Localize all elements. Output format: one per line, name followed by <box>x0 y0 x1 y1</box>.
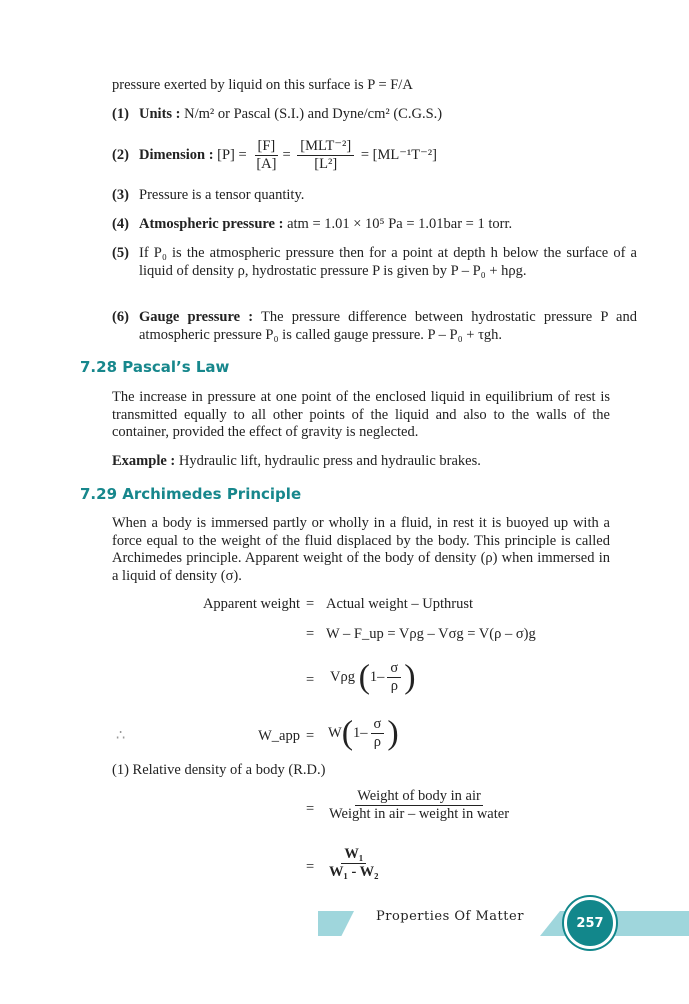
denominator: W₁ - W₂ <box>329 864 379 880</box>
fraction-rd <box>326 788 512 823</box>
fraction-f-a <box>253 138 279 173</box>
one-minus: 1– <box>353 724 368 741</box>
page-number-badge: 257 <box>564 897 616 949</box>
fraction-mlt <box>297 138 354 173</box>
eq-rhs: Actual weight – Upthrust <box>326 596 473 612</box>
item-text: If P₀ is the atmospheric pressure then for a point at depth h below the surface of a liquid of density ρ, hydrostatic pressure P is given by P – P₀ + hρg. <box>139 245 637 279</box>
fraction-sigma-rho <box>371 716 385 751</box>
item-label: Atmospheric pressure : <box>139 216 284 232</box>
item-tensor <box>112 187 610 205</box>
item-text: The pressure difference between hydrostatic pressure P and atmospheric pressure P₀ is called gauge pressure. P – P₀ + τgh. <box>139 309 637 343</box>
left-paren: ( <box>341 714 354 752</box>
numerator: σ <box>387 660 401 678</box>
item-number: (3) <box>112 187 129 203</box>
pascal-paragraph: The increase in pressure at one point of the enclosed liquid in equilibrium of rest is transmitted equally to all other points of the liquid and also to the walls of the container, provided the effect of gravity is neglected. <box>112 389 610 440</box>
numerator: σ <box>371 716 385 734</box>
item-text: Pressure is a tensor quantity. <box>139 187 305 203</box>
numerator: [MLT⁻²] <box>297 138 354 156</box>
eq-rhs <box>326 788 512 823</box>
fraction-sigma-rho <box>387 660 401 695</box>
left-paren: ( <box>358 658 370 696</box>
relative-density-item: (1) Relative density of a body (R.D.) <box>112 762 326 778</box>
eq-rhs <box>328 716 399 751</box>
numerator: W₁ <box>341 846 366 864</box>
section-heading-archimedes: 7.29 Archimedes Principle <box>80 485 302 503</box>
fraction-w1-w2 <box>326 846 382 881</box>
footer-chapter-title: Properties Of Matter <box>376 909 524 924</box>
item-number: (6) <box>112 309 129 325</box>
right-paren: ) <box>404 658 416 696</box>
item-text: N/m² or Pascal (S.I.) and Dyne/cm² (C.G.S.) <box>184 106 443 122</box>
equation-upthrust <box>0 626 689 650</box>
eq-lhs: Apparent weight <box>202 596 300 612</box>
dimension-result: = [ML⁻¹T⁻²] <box>360 146 437 163</box>
eq-prefix: Vρg <box>330 668 355 685</box>
item-units <box>112 106 610 124</box>
equation-apparent-weight <box>0 596 689 620</box>
section-heading-pascal: 7.28 Pascal’s Law <box>80 358 230 376</box>
eq-rhs: W – F_up = Vρg – Vσg = V(ρ – σ)g <box>326 626 536 642</box>
eq-prefix: W <box>328 724 342 741</box>
item-dimension: (2) Dimension : [P] = $\frac{[F]}{[A]}$ = $\frac{\text{[MLT⁻²]}}{\text{[L²]}}$ = [ML⁻¹T⁻²] <box>112 138 437 172</box>
equation-w1-w2 <box>0 846 689 890</box>
right-paren: ) <box>387 714 399 752</box>
item-number: (1) <box>112 106 129 122</box>
denominator: Weight in air – weight in water <box>329 806 510 822</box>
numerator: Weight of body in air <box>357 788 481 804</box>
denominator: [A] <box>256 156 277 172</box>
archimedes-paragraph: When a body is immersed partly or wholly in a fluid, in rest it is buoyed up with a force equal to the weight of the fluid displaced by the body. This principle is called Archimedes principle. Apparent weight of the body of density (ρ) when immersed in a liquid of density (σ). <box>112 515 610 584</box>
eq-rhs <box>326 846 382 881</box>
eq-sign: = <box>306 859 315 875</box>
intro-text: pressure exerted by liquid on this surface is P = F/A <box>112 77 413 93</box>
eq-sign: = <box>306 672 315 688</box>
footer-decoration-left <box>318 911 354 936</box>
eq-rhs <box>330 660 416 695</box>
eq-sign: = <box>306 728 315 744</box>
item-atmospheric <box>112 216 610 234</box>
numerator: [F] <box>255 138 279 156</box>
example-label: Example : <box>112 453 176 469</box>
equation-vpg <box>0 660 689 700</box>
equation-wapp <box>0 716 689 756</box>
item-number: (5) <box>112 245 129 261</box>
item-label: Units : <box>139 106 181 122</box>
eq-sign: = <box>306 626 315 642</box>
denominator: ρ <box>373 734 382 750</box>
denominator: ρ <box>390 678 398 694</box>
example-text: Hydraulic lift, hydraulic press and hydraulic brakes. <box>178 453 481 469</box>
one-minus: 1– <box>369 668 385 685</box>
equation-relative-density <box>0 788 689 832</box>
item-gauge <box>112 309 637 344</box>
item-number: (2) <box>112 146 129 163</box>
denominator: [L²] <box>314 156 338 172</box>
eq-lhs: W_app <box>258 728 300 744</box>
therefore-symbol: ∴ <box>116 728 126 744</box>
dimension-lhs: [P] = <box>217 146 247 163</box>
item-label: Dimension : <box>139 146 214 163</box>
eq-sign: = <box>306 596 315 612</box>
item-number: (4) <box>112 216 129 232</box>
item-text: atm = 1.01 × 10⁵ Pa = 1.01bar = 1 torr. <box>287 216 513 232</box>
eq-sign: = <box>306 801 315 817</box>
item-hydrostatic <box>112 245 637 280</box>
item-label: Gauge pressure : <box>139 309 254 325</box>
pascal-example <box>112 453 610 471</box>
